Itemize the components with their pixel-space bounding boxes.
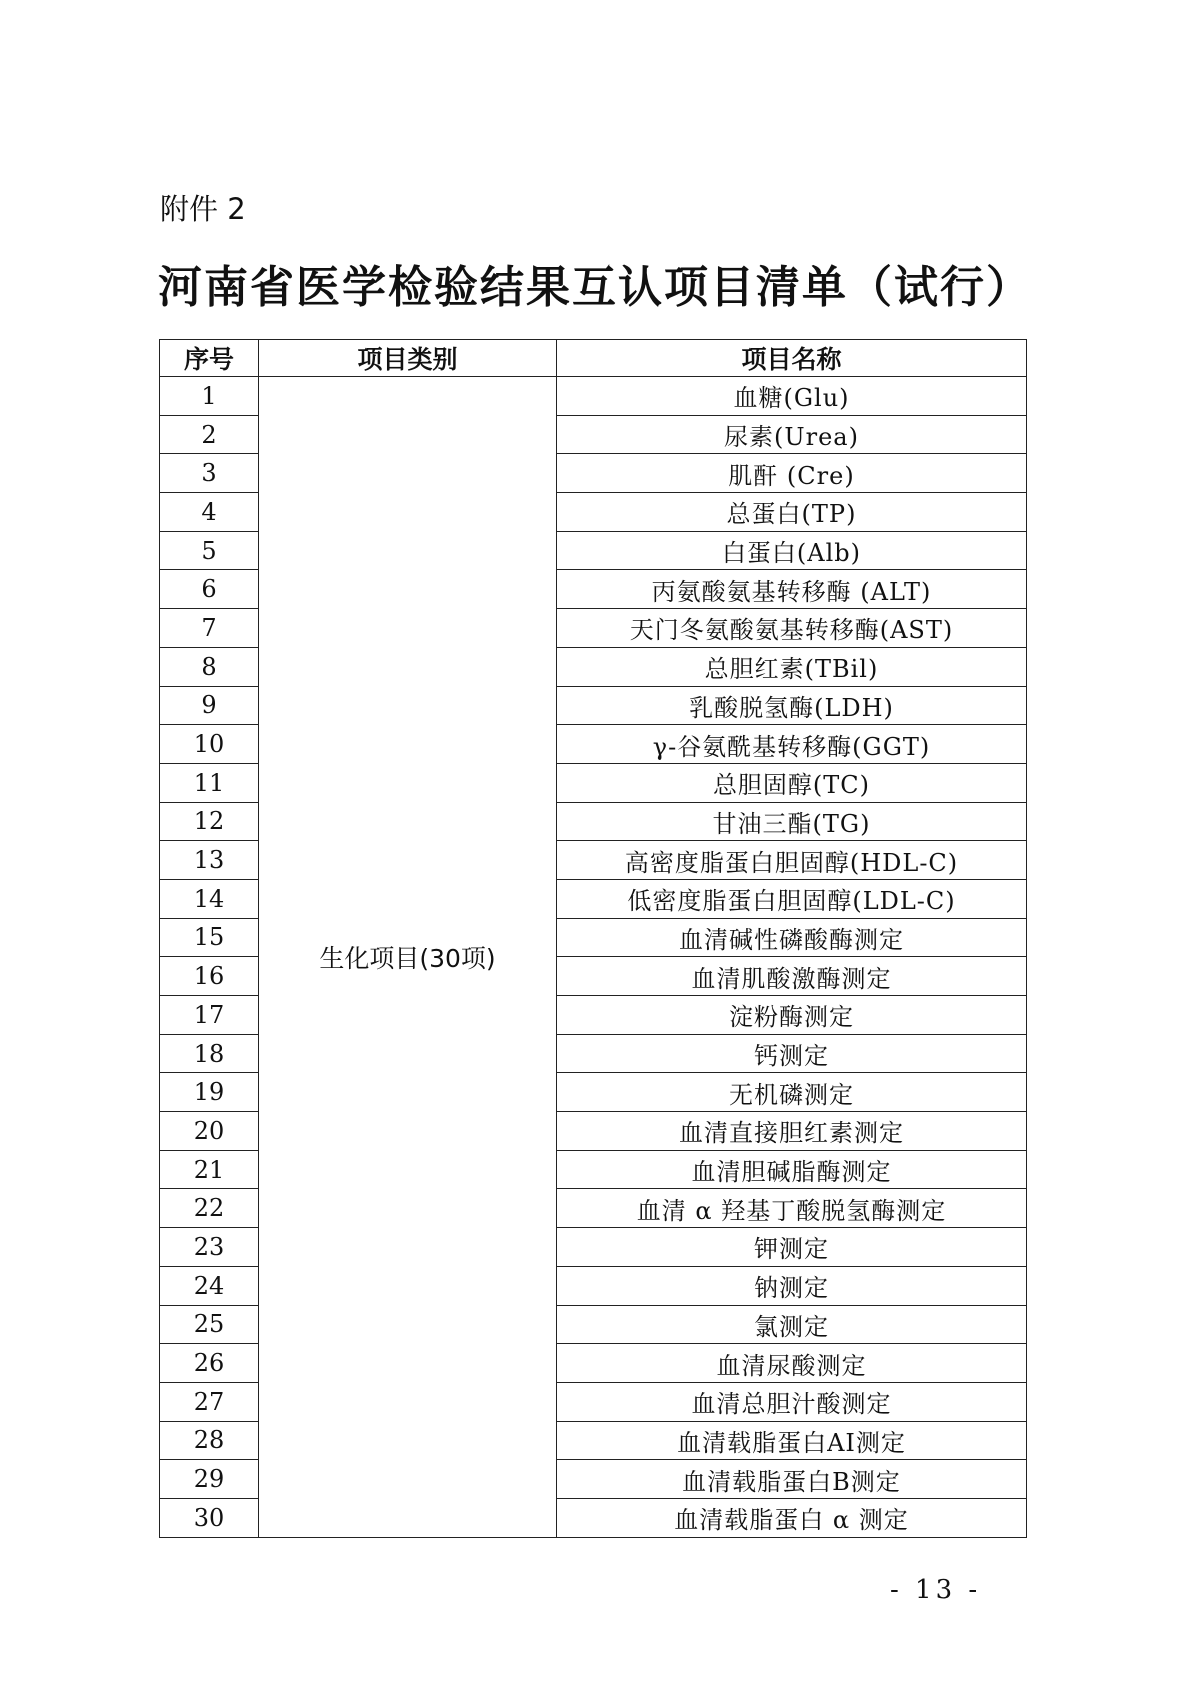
project-name-cell: 血清尿酸测定 [557, 1344, 1027, 1383]
header-project-name: 项目名称 [557, 340, 1027, 377]
project-name-cell: 血清直接胆红素测定 [557, 1112, 1027, 1151]
project-name-cell: 血清胆碱脂酶测定 [557, 1150, 1027, 1189]
serial-number-cell: 2 [160, 415, 259, 454]
project-name-cell: 淀粉酶测定 [557, 996, 1027, 1035]
project-name-cell: 血糖(Glu) [557, 377, 1027, 416]
serial-number-cell: 4 [160, 493, 259, 532]
serial-number-cell: 30 [160, 1498, 259, 1537]
project-name-cell: 钙测定 [557, 1034, 1027, 1073]
project-name-cell: 总胆红素(TBil) [557, 647, 1027, 686]
project-name-cell: 血清载脂蛋白 α 测定 [557, 1498, 1027, 1537]
project-name-cell: 氯测定 [557, 1305, 1027, 1344]
project-name-cell: 血清载脂蛋白B测定 [557, 1460, 1027, 1499]
serial-number-cell: 18 [160, 1034, 259, 1073]
project-name-cell: 血清 α 羟基丁酸脱氢酶测定 [557, 1189, 1027, 1228]
table-header-row [160, 340, 1027, 377]
serial-number-cell: 29 [160, 1460, 259, 1499]
serial-number-cell: 28 [160, 1421, 259, 1460]
header-serial-number: 序号 [160, 340, 259, 377]
project-name-cell: 总胆固醇(TC) [557, 763, 1027, 802]
serial-number-cell: 17 [160, 996, 259, 1035]
serial-number-cell: 25 [160, 1305, 259, 1344]
serial-number-cell: 10 [160, 725, 259, 764]
page-number: - 13 - [890, 1575, 982, 1605]
project-name-cell: 血清肌酸激酶测定 [557, 957, 1027, 996]
project-name-cell: 甘油三酯(TG) [557, 802, 1027, 841]
serial-number-cell: 9 [160, 686, 259, 725]
serial-number-cell: 27 [160, 1382, 259, 1421]
project-name-cell: 钠测定 [557, 1266, 1027, 1305]
project-name-cell: 血清载脂蛋白AⅠ测定 [557, 1421, 1027, 1460]
category-cell: 生化项目(30项) [259, 377, 557, 1538]
attachment-label: 附件 2 [160, 192, 246, 226]
project-name-cell: 血清总胆汁酸测定 [557, 1382, 1027, 1421]
serial-number-cell: 3 [160, 454, 259, 493]
project-name-cell: 钾测定 [557, 1228, 1027, 1267]
project-name-cell: 高密度脂蛋白胆固醇(HDL-C) [557, 841, 1027, 880]
serial-number-cell: 7 [160, 609, 259, 648]
header-category: 项目类别 [259, 340, 557, 377]
table-body [160, 377, 1027, 1538]
table-row [160, 377, 1027, 416]
project-name-cell: 丙氨酸氨基转移酶 (ALT) [557, 570, 1027, 609]
serial-number-cell: 11 [160, 763, 259, 802]
serial-number-cell: 8 [160, 647, 259, 686]
serial-number-cell: 26 [160, 1344, 259, 1383]
serial-number-cell: 21 [160, 1150, 259, 1189]
serial-number-cell: 13 [160, 841, 259, 880]
serial-number-cell: 16 [160, 957, 259, 996]
serial-number-cell: 23 [160, 1228, 259, 1267]
serial-number-cell: 22 [160, 1189, 259, 1228]
project-name-cell: γ-谷氨酰基转移酶(GGT) [557, 725, 1027, 764]
serial-number-cell: 14 [160, 879, 259, 918]
serial-number-cell: 15 [160, 918, 259, 957]
project-name-cell: 尿素(Urea) [557, 415, 1027, 454]
project-name-cell: 低密度脂蛋白胆固醇(LDL-C) [557, 879, 1027, 918]
project-name-cell: 白蛋白(Alb) [557, 531, 1027, 570]
document-title: 河南省医学检验结果互认项目清单（试行） [158, 262, 1032, 313]
serial-number-cell: 19 [160, 1073, 259, 1112]
project-name-cell: 血清碱性磷酸酶测定 [557, 918, 1027, 957]
project-name-cell: 总蛋白(TP) [557, 493, 1027, 532]
serial-number-cell: 20 [160, 1112, 259, 1151]
project-name-cell: 天门冬氨酸氨基转移酶(AST) [557, 609, 1027, 648]
serial-number-cell: 24 [160, 1266, 259, 1305]
serial-number-cell: 6 [160, 570, 259, 609]
project-name-cell: 乳酸脱氢酶(LDH) [557, 686, 1027, 725]
serial-number-cell: 12 [160, 802, 259, 841]
project-list-table [159, 339, 1027, 1538]
project-name-cell: 无机磷测定 [557, 1073, 1027, 1112]
serial-number-cell: 1 [160, 377, 259, 416]
serial-number-cell: 5 [160, 531, 259, 570]
project-name-cell: 肌酐 (Cre) [557, 454, 1027, 493]
